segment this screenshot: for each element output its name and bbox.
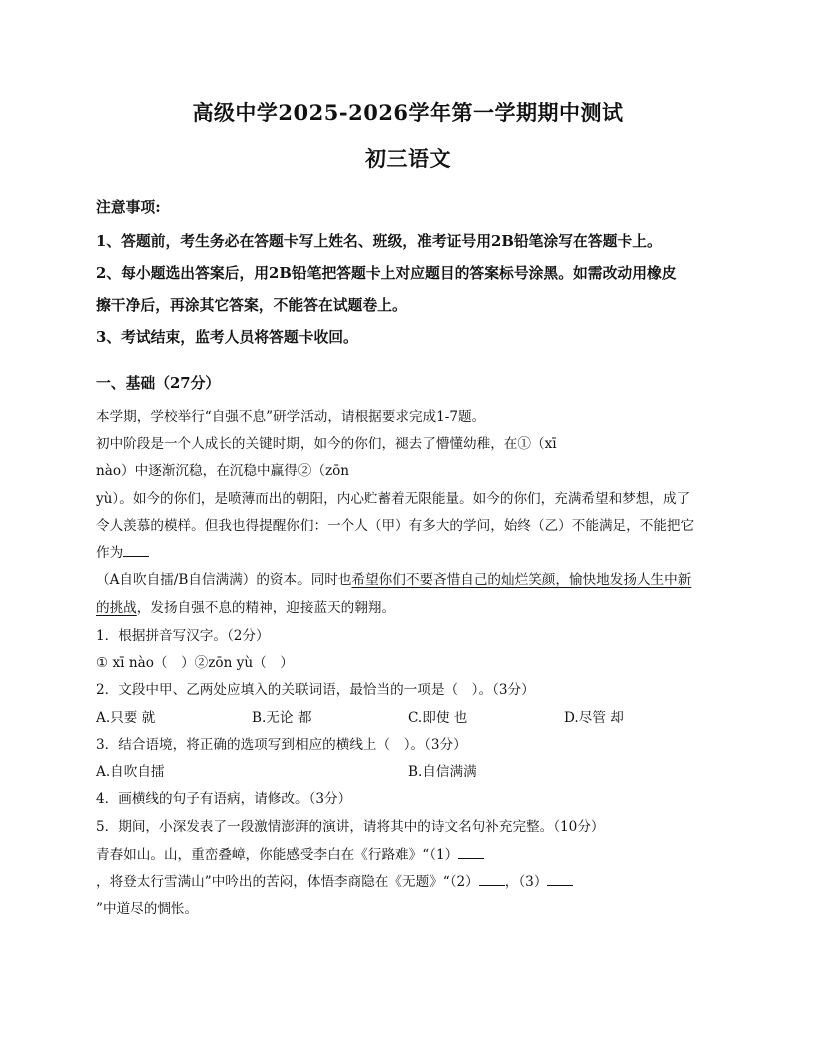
note-item: 3、考试结束，监考人员将答题卡收回。 bbox=[96, 329, 358, 346]
passage-line bbox=[96, 568, 691, 588]
exam-title: 高级中学2025-2026学年第一学期期中测试 bbox=[192, 100, 624, 125]
passage-text: ，发扬自强不息的精神，迎接蓝天的翱翔。 bbox=[136, 600, 396, 616]
q2-option-c[interactable]: C.即使 也 bbox=[408, 710, 468, 726]
passage-line: 初中阶段是一个人成长的关键时期，如今的你们，褪去了懵懂幼稚，在①（xī bbox=[96, 436, 557, 452]
underlined-sentence: 的挑战 bbox=[96, 600, 137, 616]
q3-option-a[interactable]: A.自吹自擂 bbox=[96, 764, 165, 780]
section-heading: 一、基础（27分） bbox=[96, 375, 221, 392]
passage-text: 作为 bbox=[96, 545, 124, 561]
underlined-sentence: 希望你们不要吝惜自己的灿烂笑颜，愉快地发扬人生中新 bbox=[351, 572, 692, 588]
question-1-stem: 1．根据拼音写汉字。（2分） bbox=[96, 628, 270, 644]
q2-option-d[interactable]: D.尽管 却 bbox=[564, 710, 624, 726]
fill-blank[interactable] bbox=[458, 846, 484, 859]
question-5-stem: 5．期间，小深发表了一段激情澎湃的演讲，请将其中的诗文名句补充完整。（10分） bbox=[96, 819, 605, 835]
poem-text: ，将登太行雪满山”中吟出的苦闷，体悟李商隐在《无题》“（2） bbox=[96, 874, 479, 890]
q3-option-b[interactable]: B.自信满满 bbox=[408, 764, 477, 780]
poem-line bbox=[96, 843, 484, 863]
poem-line: ”中道尽的惆怅。 bbox=[96, 901, 199, 917]
question-1-answer: ① xī nào（ ）②zōn yù（ ） bbox=[96, 655, 294, 671]
passage-text: （A自吹自擂/B自信满满）的资本。同时也 bbox=[96, 572, 352, 588]
note-item: 1、答题前，考生务必在答题卡写上姓名、班级，准考证号用2B铅笔涂写在答题卡上。 bbox=[96, 233, 662, 250]
question-2-stem: 2．文段中甲、乙两处应填入的关联词语，最恰当的一项是（ ）。（3分） bbox=[96, 682, 535, 698]
poem-line bbox=[96, 870, 573, 890]
question-4-stem: 4．画横线的句子有语病，请修改。（3分） bbox=[96, 791, 352, 807]
q2-option-b[interactable]: B.无论 都 bbox=[252, 710, 312, 726]
passage-line bbox=[96, 541, 149, 561]
note-item: 擦干净后，再涂其它答案，不能答在试题卷上。 bbox=[96, 297, 407, 314]
passage-line: yù）。如今的你们，是喷薄而出的朝阳，内心贮蓄着无限能量。如今的你们，充满希望和梦想，成了 bbox=[96, 491, 691, 507]
exam-subtitle: 初三语文 bbox=[365, 146, 451, 171]
fill-blank[interactable] bbox=[479, 873, 505, 886]
section-intro: 本学期，学校举行“自强不息”研学活动，请根据要求完成1-7题。 bbox=[96, 409, 486, 425]
q2-option-a[interactable]: A.只要 就 bbox=[96, 710, 156, 726]
fill-blank[interactable] bbox=[547, 873, 573, 886]
fill-blank[interactable] bbox=[123, 544, 149, 557]
passage-line bbox=[96, 596, 395, 616]
poem-text: 青春如山。山，重峦叠嶂，你能感受李白在《行路难》“（1） bbox=[96, 847, 459, 863]
passage-line: 令人羡慕的模样。但我也得提醒你们：一个人（甲）有多大的学问，始终（乙）不能满足，不能把它 bbox=[96, 518, 695, 534]
notes-heading: 注意事项: bbox=[96, 199, 161, 216]
note-item: 2、每小题选出答案后，用2B铅笔把答题卡上对应题目的答案标号涂黑。如需改动用橡皮 bbox=[96, 265, 677, 282]
passage-line: nào）中逐渐沉稳，在沉稳中赢得②（zōn bbox=[96, 463, 350, 479]
poem-text: ，（3） bbox=[504, 874, 548, 890]
question-3-stem: 3．结合语境，将正确的选项写到相应的横线上（ ）。（3分） bbox=[96, 737, 467, 753]
